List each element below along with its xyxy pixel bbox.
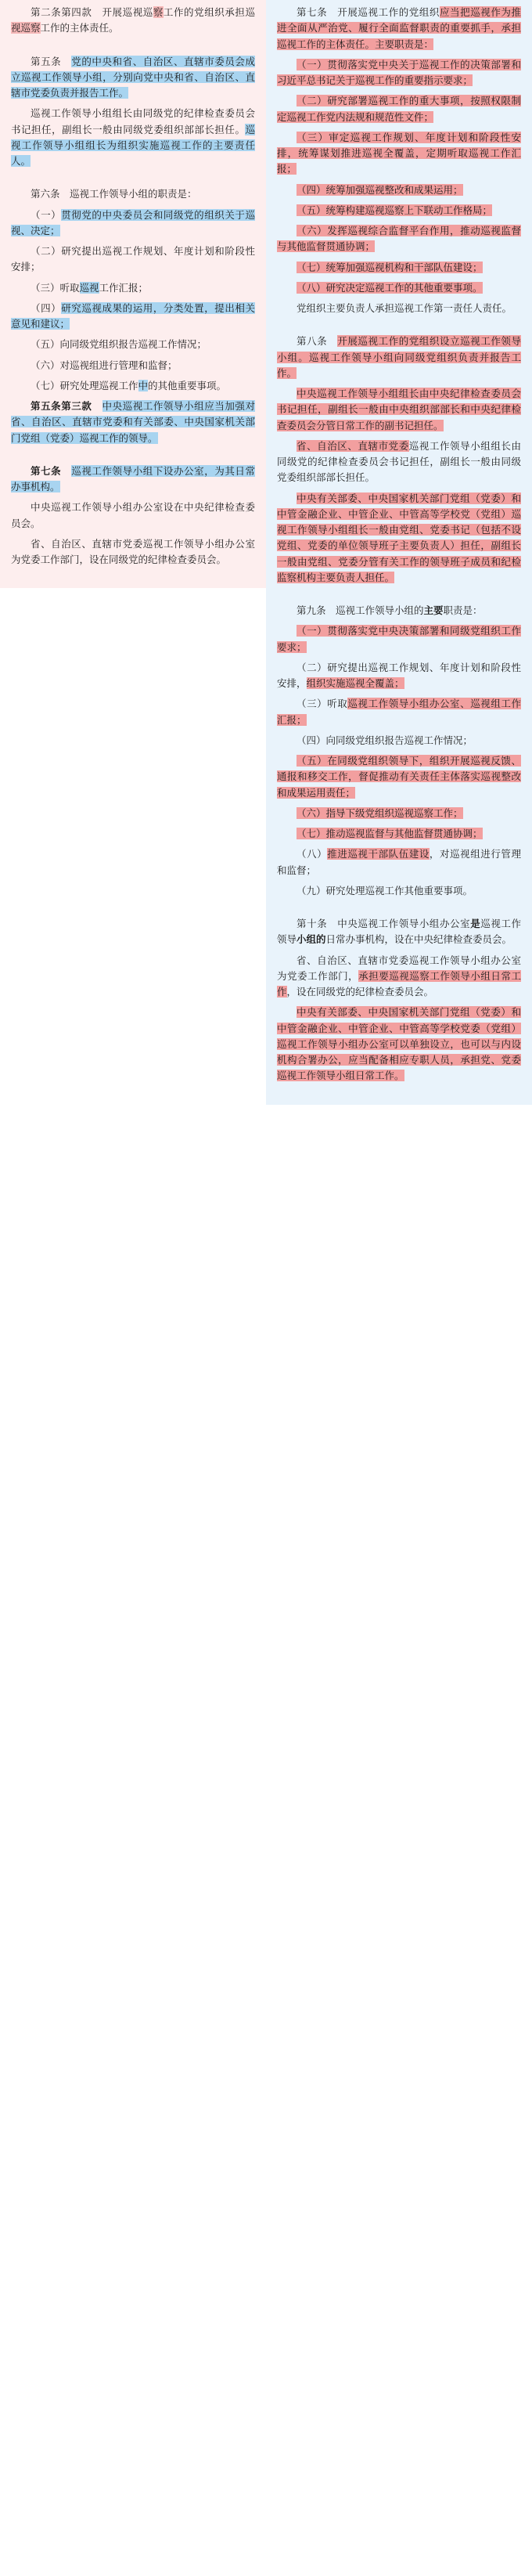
text-run: 第九条 巡视工作领导小组的 xyxy=(297,604,424,616)
text-run: （七）研究处理巡视工作 xyxy=(31,379,138,391)
left-spacer xyxy=(11,41,255,54)
text-run: 主要 xyxy=(423,604,444,616)
left-paragraph xyxy=(11,54,255,102)
text-run: （二）研究提出巡视工作规划、年度计划和阶段性安排， xyxy=(277,661,521,689)
text-run: 第五条第三款 xyxy=(31,400,102,412)
text-run: 研究巡视成果的运用，分类处置，提出相关意见和建议； xyxy=(11,301,255,330)
text-run: 省、自治区、直辖市党委巡视工作领导小组办公室为党委工作部门，设在同级党的纪律检查委员会。 xyxy=(11,537,255,565)
right-paragraph xyxy=(277,696,521,728)
text-run: 的其他重要事项。 xyxy=(148,379,227,391)
right-paragraph xyxy=(277,5,521,52)
right-paragraph xyxy=(277,826,521,842)
left-paragraph xyxy=(11,358,255,373)
text-run: （九）研究处理巡视工作其他重要事项。 xyxy=(297,884,473,897)
text-run: （三）审定巡视工作规划、年度计划和阶段性安排，统筹谋划推进巡视全覆盖，定期听取巡视工作汇报； xyxy=(277,131,521,175)
text-run: 组织实施巡视全覆盖； xyxy=(306,677,404,689)
text-run: 中 xyxy=(138,379,149,391)
text-run: 视巡察 xyxy=(11,22,41,34)
right-paragraph xyxy=(277,130,521,178)
left-paragraph xyxy=(11,5,255,37)
right-paragraph xyxy=(277,438,521,486)
text-run: （一） xyxy=(31,208,62,221)
right-paragraph xyxy=(277,93,521,125)
text-run: （四） xyxy=(31,301,62,314)
text-run: （一）贯彻落实党中央关于巡视工作的决策部署和习近平总书记关于巡视工作的重要指示要求； xyxy=(277,58,521,86)
text-run: 巡视工作领导小组组长由同级党的纪律检查委员会书记担任，副组长一般由同级党委组织部部长担任。 xyxy=(11,107,255,135)
right-paragraph xyxy=(277,753,521,801)
text-run: 小组的 xyxy=(297,933,326,946)
right-paragraph xyxy=(277,603,521,619)
left-paragraph xyxy=(11,536,255,568)
left-paragraph xyxy=(11,378,255,394)
text-run: 应当把巡视作为推进全面从严治党、履行全面监督职责的重要抓手，承担巡视工作的主体责任。主要职责是： xyxy=(277,6,521,50)
text-run: 中央巡视工作领导小组组长由中央纪律检查委员会书记担任，副组长一般由中央组织部部长和中央纪律检查委员会分管日常工作的副书记担任。 xyxy=(277,388,521,431)
text-run: （二）研究提出巡视工作规划、年度计划和阶段性安排； xyxy=(11,245,255,273)
right-spacer xyxy=(277,904,521,916)
left-paragraph xyxy=(11,186,255,202)
right-paragraph xyxy=(277,846,521,879)
text-run: 第六条 巡视工作领导小组的职责是： xyxy=(31,188,197,200)
right-paragraph xyxy=(277,733,521,749)
right-paragraph xyxy=(277,334,521,381)
left-paragraph xyxy=(11,280,255,296)
text-run: （一）贯彻落实党中央决策部署和同级党组织工作要求； xyxy=(277,625,521,653)
text-run: 巡视工作领导 xyxy=(277,918,521,946)
text-run: 是 xyxy=(470,918,481,929)
right-paragraph xyxy=(277,280,521,296)
text-run: ，对巡视组进行管理和监督； xyxy=(277,848,521,876)
right-paragraph xyxy=(277,386,521,434)
left-paragraph xyxy=(11,337,255,352)
text-run: 巡视工作领导小组组长为组织实施巡视工作的主要责任人。 xyxy=(11,123,255,167)
text-run: 巡视工作领导小组下设办公室，为其日常办事机构。 xyxy=(11,464,255,492)
text-run: 组织开展巡视反馈、通报和移交工作，督促推动有关责任主体落实巡视整改和成果运用责任； xyxy=(277,755,521,799)
text-run: ，设在同级党的纪律检查委员会。 xyxy=(286,986,434,998)
left-paragraph xyxy=(11,399,255,446)
text-run: 巡视工作领导小组组长由同级党的纪律检查委员会书记担任，副组长一般由同级党委组织部部长担任。 xyxy=(277,439,521,484)
text-run: 察 xyxy=(153,6,164,18)
right-paragraph xyxy=(277,623,521,655)
left-spacer xyxy=(11,174,255,186)
left-column xyxy=(0,0,266,588)
text-run: 巡视工作领导小组办公室、巡视组工作汇报； xyxy=(277,698,521,726)
right-paragraph xyxy=(277,806,521,821)
text-run: 工作的主体责任。 xyxy=(40,22,119,34)
text-run: 巡视 xyxy=(79,281,99,294)
left-paragraph xyxy=(11,500,255,532)
text-run: 省、自治区、直辖市党委 xyxy=(297,439,409,452)
right-paragraph xyxy=(277,1005,521,1084)
text-run: （四）统筹加强巡视整改和成果运用； xyxy=(297,183,463,196)
right-spacer xyxy=(277,321,521,334)
text-run: 省、自治区、直辖市党委巡视工作领导小组办公室为党委工作部门， xyxy=(277,954,521,982)
text-run: 中央巡视工作领导小组办公室设在中央纪律检查委员会。 xyxy=(11,501,255,529)
text-run: （八） xyxy=(297,848,328,860)
text-run: （四）向同级党组织报告巡视工作情况； xyxy=(297,734,473,746)
text-run: 中央巡视工作领导小组应当加强对省、自治区、直辖市党委和有关部委、中央国家机关部门党组（党委）巡视工作的领导。 xyxy=(11,400,255,444)
right-paragraph xyxy=(277,203,521,218)
right-paragraph xyxy=(277,57,521,89)
right-paragraph xyxy=(277,660,521,692)
text-run: （五）向同级党组织报告巡视工作情况； xyxy=(31,338,207,351)
text-run: 党的中央和省、自治区、直辖市委员会成立巡视工作领导小组，分别向党中央和省、自治区、直辖市党委负责并报告工作。 xyxy=(11,55,255,99)
text-run: 第七条 xyxy=(31,464,72,477)
right-paragraph xyxy=(277,953,521,1001)
text-run: 推进巡视干部队伍建设 xyxy=(327,848,430,860)
left-paragraph xyxy=(11,301,255,333)
text-run: 开展巡视工作的党组织设立巡视工作领导小组。巡视工作领导小组向同级党组织负责并报告工作。 xyxy=(277,335,521,379)
text-run: （二）研究部署巡视工作的重大事项，按照权限制定巡视工作党内法规和规范性文件； xyxy=(277,95,521,123)
right-paragraph xyxy=(277,182,521,198)
text-run: 工作的党组织承担巡 xyxy=(163,6,255,18)
text-run: 第八条 xyxy=(297,335,338,348)
right-paragraph xyxy=(277,223,521,255)
text-run: （八）研究决定巡视工作的其他重要事项。 xyxy=(297,281,483,294)
left-paragraph xyxy=(11,244,255,276)
right-column xyxy=(266,0,532,1105)
left-paragraph xyxy=(11,464,255,496)
text-run: 党组织主要负责人承担巡视工作第一责任人责任。 xyxy=(297,302,512,314)
text-run: 日常办事机构，设在中央纪律检查委员会。 xyxy=(325,933,512,946)
text-run: （五）统筹构建巡视巡察上下联动工作格局； xyxy=(297,204,493,216)
text-run: 承担要巡视巡察工作领导小组日常工作 xyxy=(277,969,521,998)
text-run: 第十条 中央巡视工作领导小组办公室 xyxy=(297,918,471,929)
text-run: （七）统筹加强巡视机构和干部队伍建设； xyxy=(297,261,483,273)
left-spacer xyxy=(11,451,255,464)
text-run: （七）推动巡视监督与其他监督贯通协调； xyxy=(297,828,483,839)
text-run: 中央有关部委、中央国家机关部门党组（党委）和中管金融企业、中管企业、中管高等学校党（党组）巡视工作领导小组组长一般由党组、党委书记（包括不设党组、党委的单位领导班子主要负责人）担任，副组长一般由党组、党委分管有关工作的领导班子成员和纪检监察机构主要负责人担任。 xyxy=(277,492,521,583)
right-paragraph xyxy=(277,883,521,899)
text-run: 第二条第四款 开展巡视巡 xyxy=(31,6,153,18)
right-paragraph xyxy=(277,301,521,316)
right-paragraph xyxy=(277,916,521,948)
text-run: 第五条 xyxy=(31,55,72,67)
text-run: （五）在同级党组织领导下， xyxy=(297,755,430,767)
text-run: 中央有关部委、中央国家机关部门党组（党委）和中管金融企业、中管企业、中管高等学校党委（党组）巡视工作领导小组办公室可以单独设立，也可以与内设机构合署办公，应当配备相应专职人员，承担党、党委巡视工作领导小组日常工作。 xyxy=(277,1006,521,1082)
text-run: 工作汇报； xyxy=(99,281,149,294)
text-run: （六）指导下级党组织巡视巡察工作； xyxy=(297,806,463,819)
right-spacer xyxy=(277,590,521,603)
right-paragraph xyxy=(277,260,521,276)
text-run: 职责是： xyxy=(443,604,483,616)
text-run: （六）发挥巡视综合监督平台作用，推动巡视监督与其他监督贯通协调； xyxy=(277,225,521,253)
left-paragraph xyxy=(11,207,255,240)
text-run: （三）听取 xyxy=(31,281,80,294)
right-paragraph xyxy=(277,491,521,586)
text-run: （三）听取 xyxy=(297,698,348,710)
text-run: 第七条 开展巡视工作的党组织 xyxy=(297,6,440,18)
text-run: （六）对巡视组进行管理和监督； xyxy=(31,359,178,371)
left-paragraph xyxy=(11,106,255,169)
text-run: 贯彻党的中央委员会和同级党的组织关于巡视、决定； xyxy=(11,208,255,236)
